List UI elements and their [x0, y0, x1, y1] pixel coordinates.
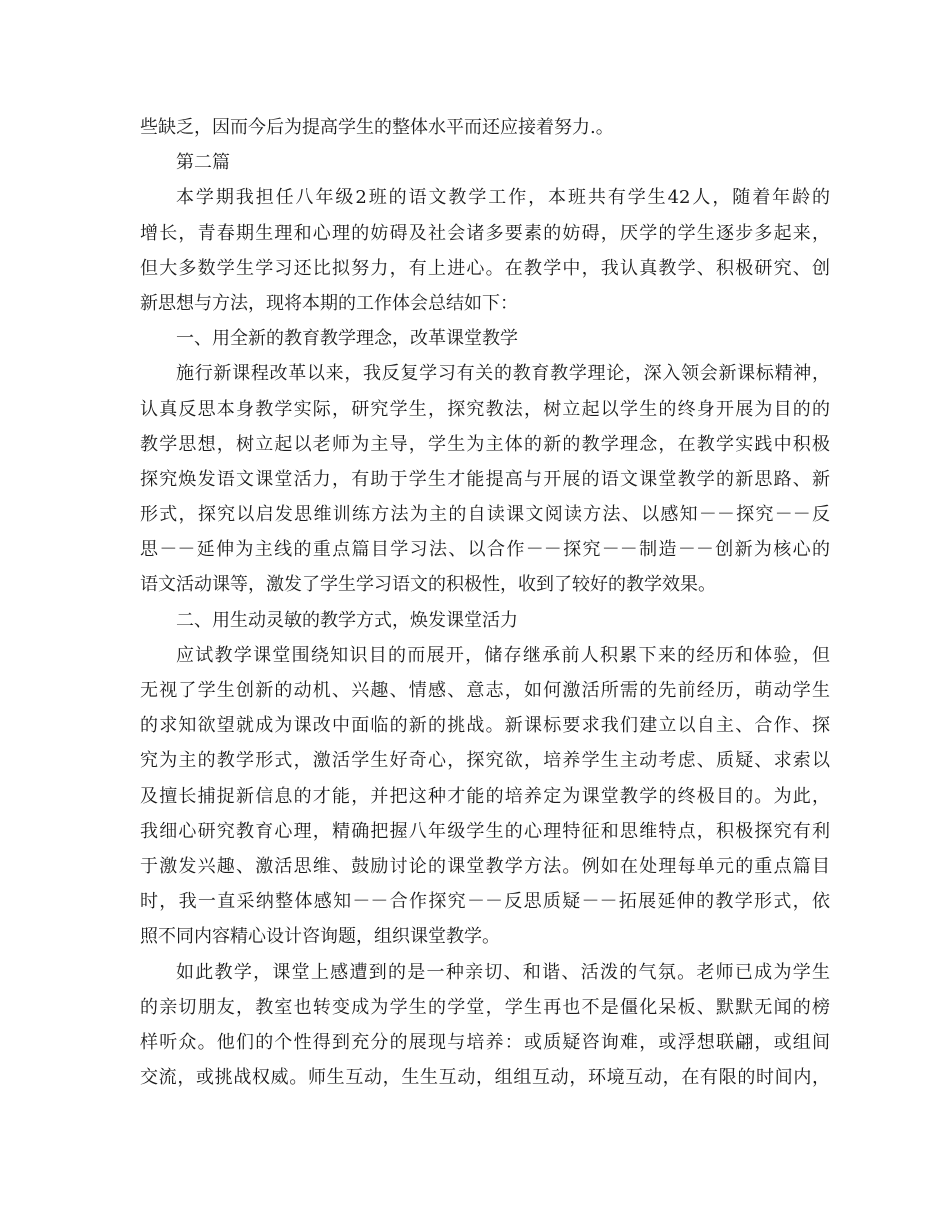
text-line: 的求知欲望就成为课改中面临的新的挑战。新课标要求我们建立以自主、合作、探	[140, 715, 830, 737]
text-line: 照不同内容精心设计咨询题，组织课堂教学。	[140, 926, 500, 948]
text-line: 思－－延伸为主线的重点篇目学习法、以合作－－探究－－制造－－创新为核心的	[140, 539, 830, 561]
text-line: 些缺乏，因而今后为提高学生的整体水平而还应接着努力.。	[140, 117, 614, 138]
text-line: 第二篇	[176, 152, 230, 174]
text-line: 形式，探究以启发思维训练方法为主的自读课文阅读方法、以感知－－探究－－反	[140, 504, 830, 526]
text-line: 但大多数学生学习还比拟努力，有上进心。在教学中，我认真教学、积极研究、创	[140, 257, 830, 279]
text-line: 交流，或挑战权威。师生互动，生生互动，组组互动，环境互动，在有限的时间内，	[140, 1067, 830, 1089]
text-line: 的亲切朋友，教室也转变成为学生的学堂，学生再也不是僵化呆板、默默无闻的榜	[140, 996, 830, 1018]
text-line: 我细心研究教育心理，精确把握八年级学生的心理特征和思维特点，积极探究有利	[140, 820, 830, 842]
text-line: 应试教学课堂围绕知识目的而展开，储存继承前人积累下来的经历和体验，但	[176, 644, 830, 666]
text-line: 新思想与方法，现将本期的工作体会总结如下：	[140, 292, 518, 314]
text-line: 时，我一直采纳整体感知－－合作探究－－反思质疑－－拓展延伸的教学形式，依	[140, 891, 830, 913]
text-line: 如此教学，课堂上感遭到的是一种亲切、和谐、活泼的气氛。老师已成为学生	[176, 961, 830, 983]
text-line: 施行新课程改革以来，我反复学习有关的教育教学理论，深入领会新课标精神，	[176, 363, 830, 385]
text-line: 一、用全新的教育教学理念，改革课堂教学	[176, 328, 518, 350]
text-line: 探究焕发语文课堂活力，有助于学生才能提高与开展的语文课堂教学的新思路、新	[140, 468, 830, 490]
text-line: 究为主的教学形式，激活学生好奇心，探究欲，培养学生主动考虑、质疑、求索以	[140, 750, 830, 772]
text-line: 于激发兴趣、激活思维、鼓励讨论的课堂教学方法。例如在处理每单元的重点篇目	[140, 855, 830, 877]
text-line: 语文活动课等，激发了学生学习语文的积极性，收到了较好的教学效果。	[140, 574, 716, 596]
document-body	[140, 110, 830, 1095]
text-line: 二、用生动灵敏的教学方式，焕发课堂活力	[176, 609, 518, 631]
text-line: 教学思想，树立起以老师为主导，学生为主体的新的教学理念，在教学实践中积极	[140, 433, 830, 455]
text-line: 本学期我担任八年级2班的语文教学工作，本班共有学生42人，随着年龄的	[176, 187, 830, 209]
text-line: 样听众。他们的个性得到充分的展现与培养：或质疑咨询难，或浮想联翩，或组间	[140, 1031, 830, 1053]
text-line: 增长，青春期生理和心理的妨碍及社会诸多要素的妨碍，厌学的学生逐步多起来，	[140, 222, 830, 244]
text-line: 认真反思本身教学实际，研究学生，探究教法，树立起以学生的终身开展为目的的	[140, 398, 830, 420]
text-line: 及擅长捕捉新信息的才能，并把这种才能的培养定为课堂教学的终极目的。为此，	[140, 785, 830, 807]
text-line: 无视了学生创新的动机、兴趣、情感、意志，如何激活所需的先前经历，萌动学生	[140, 680, 830, 701]
